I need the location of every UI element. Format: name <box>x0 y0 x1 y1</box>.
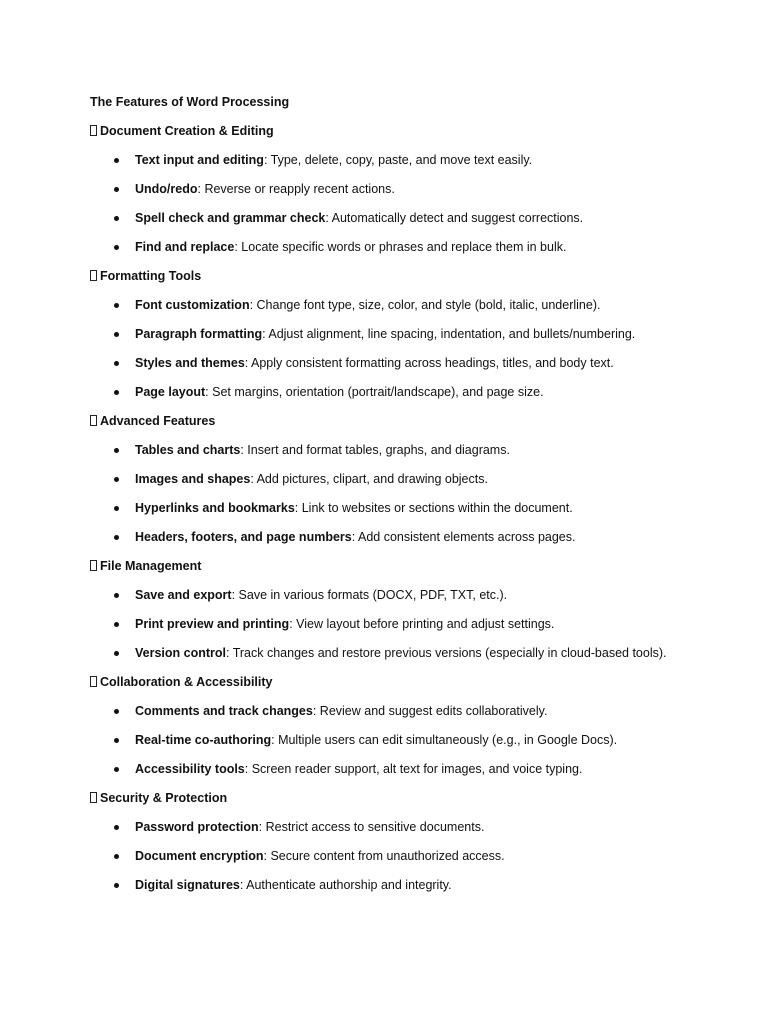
section-heading <box>90 673 730 702</box>
bullet-list <box>90 441 730 557</box>
missing-glyph-icon <box>90 270 97 281</box>
document-page <box>90 93 730 905</box>
missing-glyph-icon <box>90 792 97 803</box>
section-heading <box>90 412 730 441</box>
bullet-list <box>90 702 730 789</box>
item-term: Headers, footers, and page numbers <box>135 530 352 544</box>
section-heading-text: Document Creation & Editing <box>100 124 274 138</box>
bullet-icon <box>114 187 119 192</box>
item-term: Document encryption <box>135 849 264 863</box>
missing-glyph-icon <box>90 415 97 426</box>
sections-container <box>90 122 730 905</box>
item-description: : Add consistent elements across pages. <box>351 530 576 544</box>
item-description: : Adjust alignment, line spacing, indentation, and bullets/numbering. <box>262 327 636 341</box>
item-description: : Multiple users can edit simultaneously (e.g., in Google Docs). <box>271 733 618 747</box>
list-item <box>90 731 730 760</box>
bullet-icon <box>114 332 119 337</box>
list-item <box>90 209 730 238</box>
list-item <box>90 383 730 412</box>
bullet-icon <box>114 361 119 366</box>
item-description: : Reverse or reapply recent actions. <box>197 182 395 196</box>
bullet-icon <box>114 448 119 453</box>
item-term: Font customization <box>135 298 250 312</box>
list-item <box>90 325 730 354</box>
list-item <box>90 702 730 731</box>
item-term: Page layout <box>135 385 206 399</box>
list-item <box>90 586 730 615</box>
item-term: Paragraph formatting <box>135 327 263 341</box>
item-term: Text input and editing <box>135 153 264 167</box>
bullet-icon <box>114 651 119 656</box>
bullet-icon <box>114 883 119 888</box>
list-item <box>90 354 730 383</box>
item-description: : Save in various formats (DOCX, PDF, TXT, etc.). <box>231 588 508 602</box>
item-description: : Change font type, size, color, and style (bold, italic, underline). <box>249 298 601 312</box>
item-term: Spell check and grammar check <box>135 211 326 225</box>
bullet-list <box>90 586 730 673</box>
item-description: : Track changes and restore previous versions (especially in cloud-based tools). <box>226 646 667 660</box>
bullet-icon <box>114 390 119 395</box>
bullet-icon <box>114 158 119 163</box>
list-item <box>90 238 730 267</box>
item-term: Digital signatures <box>135 878 240 892</box>
missing-glyph-icon <box>90 676 97 687</box>
bullet-icon <box>114 709 119 714</box>
bullet-icon <box>114 303 119 308</box>
section-heading-text: Formatting Tools <box>100 269 202 283</box>
section-heading <box>90 122 730 151</box>
list-item <box>90 499 730 528</box>
document-title: The Features of Word Processing <box>90 95 290 109</box>
item-term: Tables and charts <box>135 443 241 457</box>
missing-glyph-icon <box>90 560 97 571</box>
item-description: : Set margins, orientation (portrait/landscape), and page size. <box>205 385 544 399</box>
list-item <box>90 876 730 905</box>
bullet-list <box>90 151 730 267</box>
item-description: : Automatically detect and suggest corrections. <box>325 211 584 225</box>
bullet-icon <box>114 854 119 859</box>
missing-glyph-icon <box>90 125 97 136</box>
list-item <box>90 644 730 673</box>
section-heading <box>90 557 730 586</box>
item-term: Print preview and printing <box>135 617 290 631</box>
item-term: Styles and themes <box>135 356 245 370</box>
bullet-icon <box>114 738 119 743</box>
item-description: : Review and suggest edits collaboratively. <box>312 704 548 718</box>
list-item <box>90 151 730 180</box>
list-item <box>90 528 730 557</box>
item-description: : Secure content from unauthorized access. <box>263 849 505 863</box>
section-heading <box>90 267 730 296</box>
item-description: : Link to websites or sections within the document. <box>294 501 573 515</box>
item-term: Password protection <box>135 820 259 834</box>
bullet-icon <box>114 825 119 830</box>
bullet-icon <box>114 593 119 598</box>
item-description: : Add pictures, clipart, and drawing objects. <box>250 472 488 486</box>
list-item <box>90 818 730 847</box>
bullet-icon <box>114 245 119 250</box>
item-term: Images and shapes <box>135 472 251 486</box>
item-description: : Apply consistent formatting across headings, titles, and body text. <box>244 356 614 370</box>
item-term: Hyperlinks and bookmarks <box>135 501 295 515</box>
section-heading-text: Advanced Features <box>100 414 216 428</box>
item-term: Undo/redo <box>135 182 198 196</box>
list-item <box>90 441 730 470</box>
bullet-icon <box>114 506 119 511</box>
list-item <box>90 847 730 876</box>
section-heading <box>90 789 730 818</box>
item-description: : Authenticate authorship and integrity. <box>239 878 452 892</box>
item-term: Find and replace <box>135 240 235 254</box>
bullet-list <box>90 296 730 412</box>
bullet-icon <box>114 767 119 772</box>
item-term: Save and export <box>135 588 232 602</box>
list-item <box>90 180 730 209</box>
list-item <box>90 470 730 499</box>
item-description: : Insert and format tables, graphs, and diagrams. <box>240 443 510 457</box>
bullet-icon <box>114 535 119 540</box>
item-description: : Type, delete, copy, paste, and move text easily. <box>263 153 533 167</box>
item-term: Real-time co-authoring <box>135 733 272 747</box>
item-description: : Screen reader support, alt text for images, and voice typing. <box>244 762 583 776</box>
bullet-icon <box>114 216 119 221</box>
item-term: Comments and track changes <box>135 704 313 718</box>
bullet-icon <box>114 477 119 482</box>
item-term: Accessibility tools <box>135 762 245 776</box>
bullet-list <box>90 818 730 905</box>
section-heading-text: File Management <box>100 559 202 573</box>
section-heading-text: Collaboration & Accessibility <box>100 675 273 689</box>
item-description: : View layout before printing and adjust settings. <box>289 617 555 631</box>
item-term: Version control <box>135 646 226 660</box>
list-item <box>90 615 730 644</box>
item-description: : Restrict access to sensitive documents. <box>258 820 485 834</box>
list-item <box>90 296 730 325</box>
section-heading-text: Security & Protection <box>100 791 228 805</box>
item-description: : Locate specific words or phrases and replace them in bulk. <box>234 240 567 254</box>
list-item <box>90 760 730 789</box>
bullet-icon <box>114 622 119 627</box>
